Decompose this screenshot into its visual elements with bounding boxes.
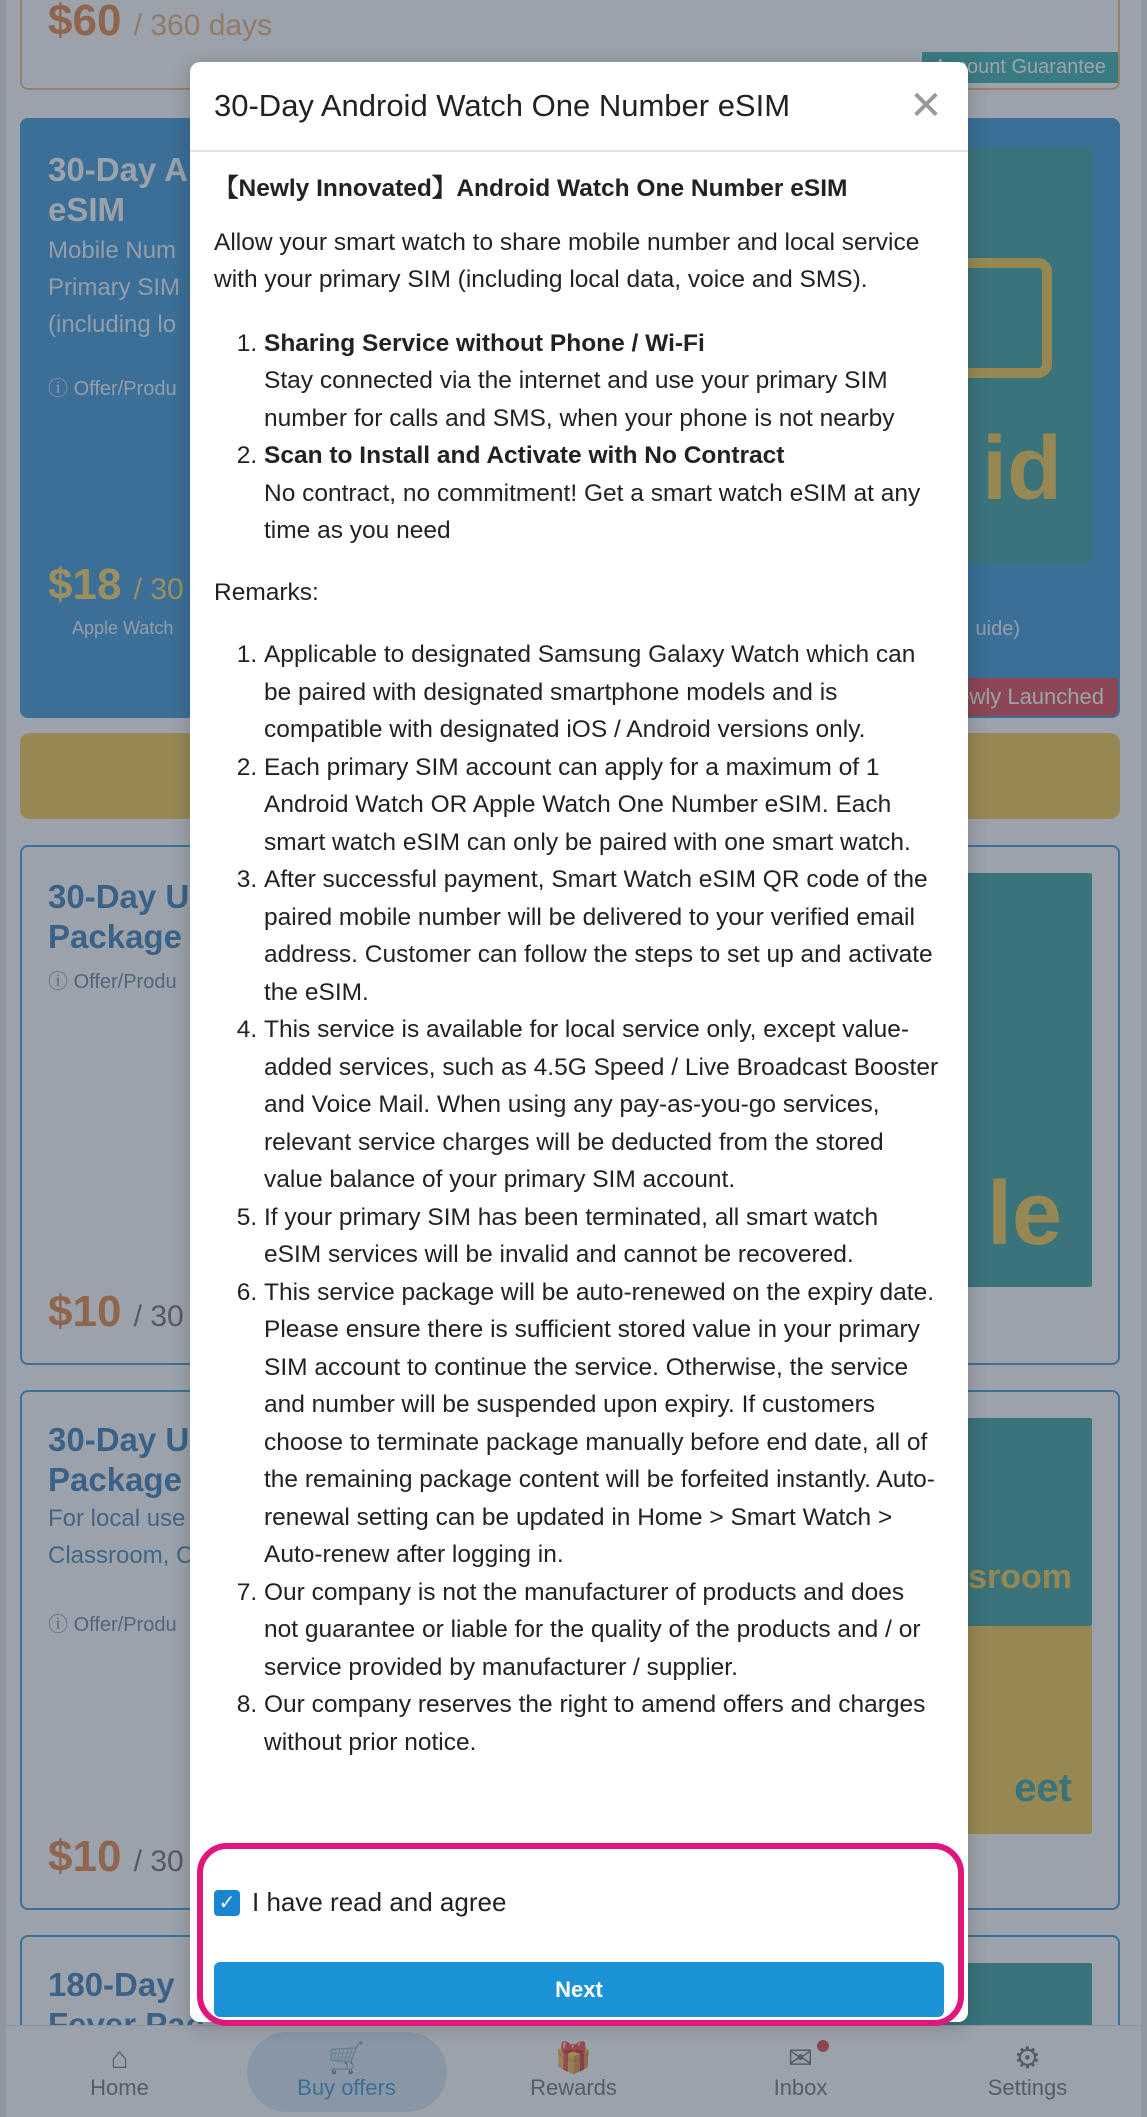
intro-text: Allow your smart watch to share mobile number and local service with your primary SIM (including local data, voice and SMS). [214, 228, 920, 293]
agree-checkbox-row[interactable] [214, 1887, 506, 1918]
agree-checkbox[interactable]: ✓ [214, 1890, 240, 1916]
remark-item: 2. Each primary SIM account can apply for a maximum of 1 Android Watch OR Apple Watch One Number eSIM. Each smart watch eSIM can only be paired with one smart watch. [264, 749, 942, 862]
agree-label: I have read and agree [252, 1887, 507, 1917]
modal-header [190, 62, 968, 152]
modal-body[interactable] [190, 152, 968, 1761]
feature-text: Stay connected via the internet and use your primary SIM number for calls and SMS, when your phone is not nearby [264, 367, 895, 432]
feature-title: 2. Scan to Install and Activate with No Contract [264, 442, 785, 469]
remark-item: 3. After successful payment, Smart Watch eSIM QR code of the paired mobile number will be delivered to your verified email address. Customer can follow the steps to set up and activate the eSIM. [264, 861, 942, 1011]
feature-text: No contract, no commitment! Get a smart watch eSIM at any time as you need [264, 479, 921, 544]
feature-item [264, 325, 942, 438]
modal-title: 30-Day Android Watch One Number eSIM [214, 88, 791, 123]
remarks-list [214, 636, 942, 1761]
remark-item: 4. This service is available for local service only, except value-added services, such as 4.5G Speed / Live Broadcast Booster and Voice Mail. When using any pay-as-you-go services, relevant service charges will be deducted from the stored value balance of your primary SIM account. [264, 1011, 942, 1199]
remark-item: 7. Our company is not the manufacturer of products and does not guarantee or liable for the quality of the products and / or service provided by manufacturer / supplier. [264, 1574, 942, 1687]
feature-item [264, 437, 942, 550]
close-icon[interactable]: ✕ [909, 84, 943, 128]
modal-heading: 【Newly Innovated】Android Watch One Number eSIM [214, 175, 848, 202]
remark-item: 6. This service package will be auto-renewed on the expiry date. Please ensure there is sufficient stored value in your primary SIM account to continue the service. Otherwise, the service and number will be suspended upon expiry. If customers choose to terminate package manually before end date, all of the remaining package content will be forfeited instantly. Auto-renewal setting can be updated in Home > Smart Watch > Auto-renew after logging in. [264, 1274, 942, 1574]
features-list [214, 325, 942, 550]
next-button[interactable]: Next [214, 1962, 944, 2017]
remark-item: 5. If your primary SIM has been terminated, all smart watch eSIM services will be invalid and cannot be recovered. [264, 1199, 942, 1274]
remarks-label: Remarks: [214, 578, 319, 606]
terms-modal [190, 62, 968, 2022]
feature-title: 1. Sharing Service without Phone / Wi-Fi [264, 329, 705, 357]
agree-section [190, 1867, 968, 2022]
remark-item: 1. Applicable to designated Samsung Galaxy Watch which can be paired with designated smartphone models and is compatible with designated iOS / Android versions only. [264, 636, 942, 749]
remark-item: 8. Our company reserves the right to amend offers and charges without prior notice. [264, 1686, 942, 1761]
